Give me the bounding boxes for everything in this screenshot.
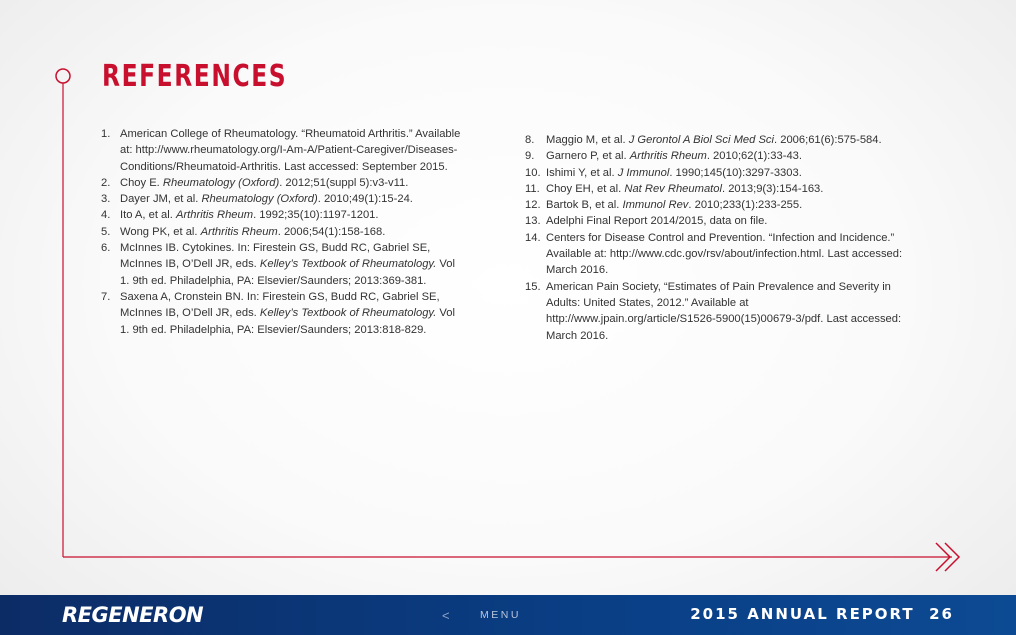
reference-text (120, 207, 461, 223)
reference-segment: American Pain Society, “Estimates of Pain Prevalence and Severity in Adults: United States, 2012.” Available at http://www.jpain.org/article/S1526-5900(15)00679-3/pdf. Last accessed: March 2016. (546, 280, 902, 342)
reference-segment: Adelphi Final Report 2014/2015, data on file. (546, 215, 768, 228)
reference-number: 15. (525, 280, 541, 293)
reference-segment: Maggio M, et al. (546, 134, 629, 146)
report-title: 2015 ANNUAL REPORT (690, 605, 915, 623)
reference-item (101, 191, 461, 207)
reference-item (525, 165, 915, 181)
reference-text (546, 197, 915, 213)
reference-number: 12. (525, 199, 541, 212)
page-number: 26 (929, 605, 954, 623)
reference-number: 11. (525, 182, 540, 195)
reference-text (546, 165, 915, 181)
reference-item (525, 132, 915, 148)
reference-number: 8. (525, 134, 535, 146)
reference-number: 9. (525, 150, 535, 163)
reference-text (120, 289, 461, 338)
reference-segment: Saxena A, Cronstein BN. In: Firestein GS, Budd RC, Gabriel SE, McInnes IB, O’Dell JR, eds. (120, 290, 440, 320)
reference-text (120, 191, 461, 207)
reference-item (525, 181, 915, 197)
reference-segment: Vol 1. 9th ed. Philadelphia, PA: Elsevier/Saunders; 2013:369-381. (120, 258, 455, 287)
reference-number: 3. (101, 193, 111, 206)
reference-text (546, 148, 915, 164)
journal-title: Arthritis Rheum (629, 150, 707, 163)
journal-title: J Gerontol A Biol Sci Med Sci (628, 134, 774, 146)
reference-segment: American College of Rheumatology. “Rheumatoid Arthritis.” Available at: http://www.rheumatology.org/I-Am-A/Patient-Caregiver/Diseases-Conditions/Rheumatoid-Arthritis. Last accessed: September 2015. (120, 128, 461, 173)
reference-text (120, 126, 461, 175)
reference-segment: . 2010;62(1):33-43. (706, 150, 803, 163)
reference-text (546, 213, 915, 229)
reference-item (525, 279, 915, 344)
previous-page-button[interactable]: < (442, 608, 450, 623)
reference-segment: . 2010;49(1):15-24. (317, 193, 413, 206)
reference-number: 6. (101, 242, 111, 255)
reference-number: 2. (101, 176, 111, 189)
reference-segment: Wong PK, et al. (120, 225, 201, 238)
footer-bar (0, 595, 1016, 635)
reference-text (546, 279, 915, 344)
journal-title: Immunol Rev (622, 199, 689, 212)
reference-segment: . 2012;51(suppl 5):v3-v11. (279, 176, 409, 189)
journal-title: Rheumatology (Oxford) (201, 193, 318, 206)
reference-segment: . 2006;54(1):158-168. (277, 225, 386, 238)
reference-segment: McInnes IB. Cytokines. In: Firestein GS, Budd RC, Gabriel SE, McInnes IB, O’Dell JR, eds. (120, 242, 431, 271)
regeneron-logo[interactable]: REGENERON (62, 603, 204, 627)
reference-segment: Vol 1. 9th ed. Philadelphia, PA: Elsevier/Saunders; 2013:818-829. (120, 307, 455, 336)
reference-segment: Dayer JM, et al. (120, 193, 202, 206)
reference-text (546, 230, 915, 279)
reference-segment: Choy EH, et al. (546, 182, 625, 195)
reference-item (525, 213, 915, 229)
reference-segment: Garnero P, et al. (546, 150, 630, 163)
reference-item (525, 148, 915, 164)
journal-title: Kelley’s Textbook of Rheumatology. (259, 307, 437, 320)
reference-item (101, 175, 461, 191)
reference-segment: Ito A, et al. (120, 209, 176, 222)
reference-segment: Ishimi Y, et al. (546, 166, 618, 179)
reference-number: 5. (101, 225, 111, 238)
references-list-right (525, 132, 915, 344)
reference-segment: Choy E. (120, 176, 163, 189)
journal-title: Arthritis Rheum (200, 225, 278, 238)
menu-button[interactable]: MENU (480, 609, 521, 621)
reference-segment: . 2013;9(3):154-163. (721, 182, 824, 195)
reference-segment: Centers for Disease Control and Prevention. “Infection and Incidence.” Available at: http://www.cdc.gov/rsv/about/infection.html. Last accessed: March 2016. (546, 231, 903, 277)
reference-item (525, 197, 915, 213)
reference-text (546, 132, 915, 148)
reference-number: 10. (525, 166, 541, 179)
reference-text (120, 224, 461, 240)
reference-item (101, 224, 461, 240)
journal-title: J Immunol (617, 166, 670, 179)
circle-icon (56, 69, 70, 83)
journal-title: Rheumatology (Oxford) (162, 176, 280, 189)
reference-segment: . 2006;61(6):575-584. (774, 134, 882, 146)
journal-title: Nat Rev Rheumatol (624, 182, 722, 195)
journal-title: Kelley’s Textbook of Rheumatology. (259, 258, 437, 271)
reference-text (546, 181, 915, 197)
report-label (690, 605, 954, 623)
reference-text (120, 240, 461, 289)
reference-item (101, 126, 461, 175)
reference-segment: Bartok B, et al. (546, 199, 623, 212)
reference-segment: . 1990;145(10):3297-3303. (669, 166, 802, 179)
reference-number: 4. (101, 209, 111, 222)
reference-number: 7. (101, 290, 111, 303)
reference-number: 1. (101, 128, 111, 140)
reference-item (525, 230, 915, 279)
references-list-left (101, 126, 461, 338)
reference-segment: . 1992;35(10):1197-1201. (253, 209, 379, 222)
reference-number: 13. (525, 215, 541, 228)
reference-segment: . 2010;233(1):233-255. (688, 199, 803, 212)
page-title: REFERENCES (102, 59, 288, 94)
reference-item (101, 207, 461, 223)
reference-text (120, 175, 461, 191)
journal-title: Arthritis Rheum (175, 209, 254, 222)
reference-item (101, 289, 461, 338)
reference-number: 14. (525, 231, 541, 244)
reference-item (101, 240, 461, 289)
